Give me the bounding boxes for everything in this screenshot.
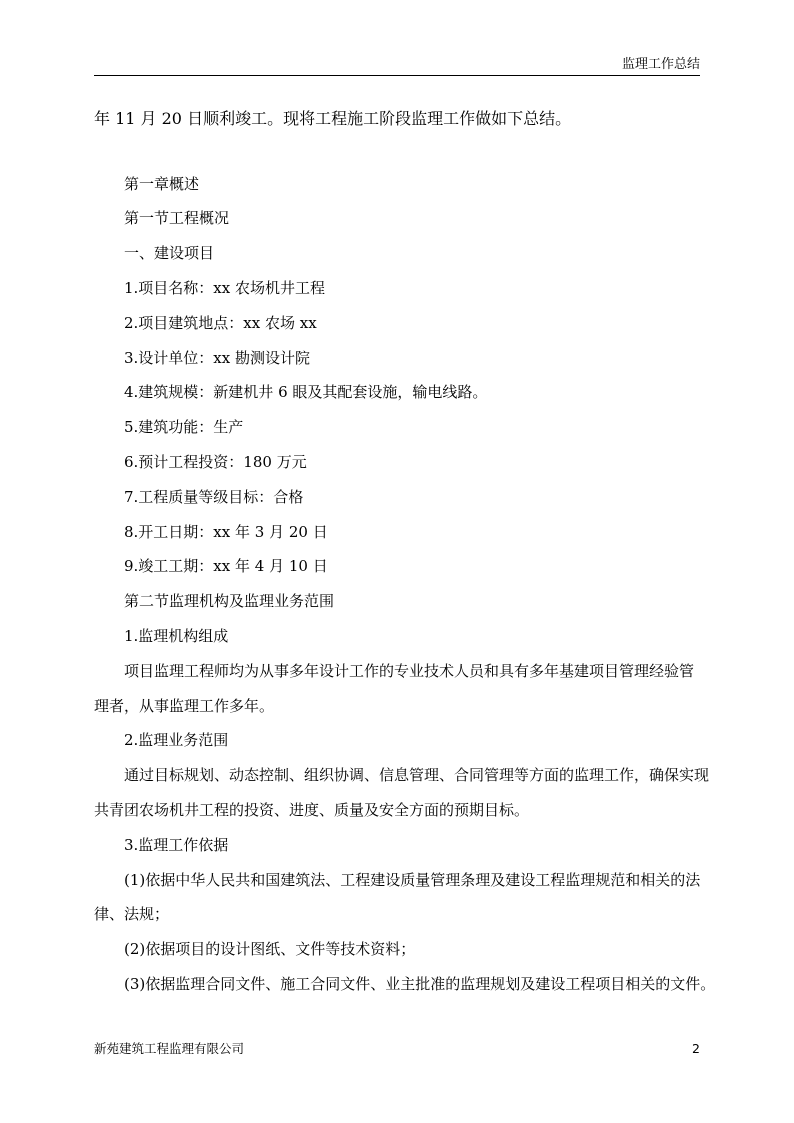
page-header-title: 监理工作总结 (621, 57, 700, 72)
section-heading: 第二节监理机构及监理业务范围 (124, 592, 335, 610)
list-item: 6.预计工程投资：180 万元 (124, 453, 307, 471)
footer-company: 新苑建筑工程监理有限公司 (94, 1041, 245, 1056)
paragraph-line: 项目监理工程师均为从事多年设计工作的专业技术人员和具有多年基建项目管理经验管 (124, 662, 695, 680)
body-line-lead: 年 11 月 20 日顺利竣工。现将工程施工阶段监理工作做如下总结。 (94, 109, 572, 128)
subsection-heading: 1.监理机构组成 (124, 627, 229, 645)
paragraph-line: 律、法规； (94, 905, 170, 923)
paragraph-line: 理者，从事监理工作多年。 (94, 697, 275, 715)
subsection-heading: 2.监理业务范围 (124, 731, 229, 749)
chapter-heading: 第一章概述 (124, 175, 200, 193)
section-heading: 第一节工程概况 (124, 209, 230, 227)
subsection-heading: 3.监理工作依据 (124, 836, 229, 854)
list-item: 9.竣工工期：xx 年 4 月 10 日 (124, 557, 328, 575)
paragraph-line: (1)依据中华人民共和国建筑法、工程建设质量管理条理及建设工程监理规范和相关的法 (124, 871, 701, 889)
list-item: 3.设计单位：xx 勘测设计院 (124, 349, 310, 367)
list-item: 2.项目建筑地点：xx 农场 xx (124, 314, 317, 332)
paragraph-line: 通过目标规划、动态控制、组织协调、信息管理、合同管理等方面的监理工作，确保实现 (124, 766, 710, 784)
subsection-heading: 一、建设项目 (124, 244, 215, 262)
list-item: 1.项目名称：xx 农场机井工程 (124, 279, 325, 297)
paragraph-line: (3)依据监理合同文件、施工合同文件、业主批准的监理规划及建设工程项目相关的文件。 (124, 975, 716, 993)
footer-page-number: 2 (692, 1041, 700, 1056)
list-item: 5.建筑功能：生产 (124, 418, 244, 436)
list-item: 4.建筑规模：新建机井 6 眼及其配套设施，输电线路。 (124, 383, 488, 401)
paragraph-line: 共青团农场机井工程的投资、进度、质量及安全方面的预期目标。 (94, 801, 530, 819)
header-rule (94, 75, 700, 76)
list-item: 8.开工日期：xx 年 3 月 20 日 (124, 523, 328, 541)
paragraph-line: (2)依据项目的设计图纸、文件等技术资料； (124, 940, 416, 958)
list-item: 7.工程质量等级目标：合格 (124, 488, 304, 506)
